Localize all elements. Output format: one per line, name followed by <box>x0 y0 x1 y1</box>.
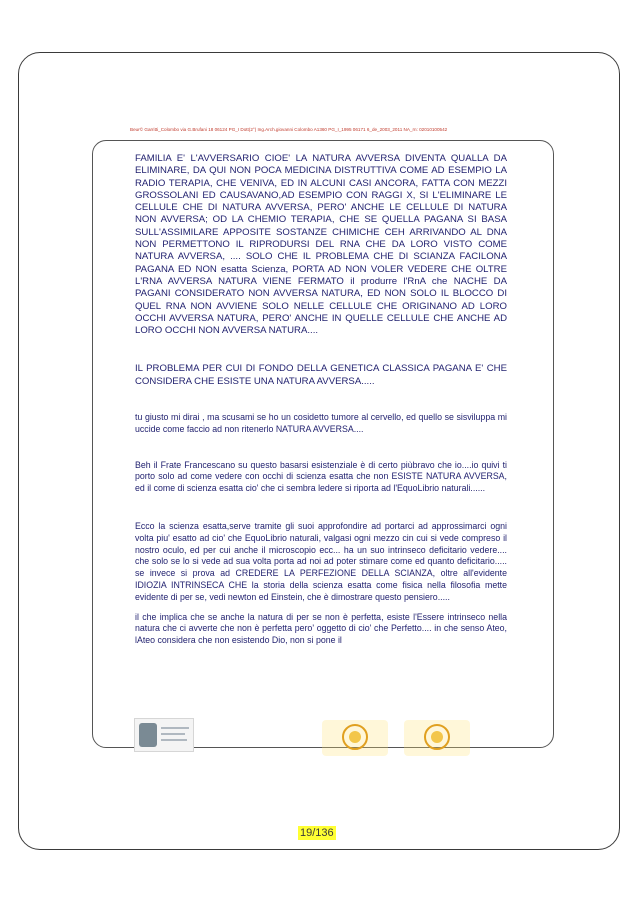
document-body <box>135 153 507 647</box>
paragraph-3: tu giusto mi dirai , ma scusami se ho un cosidetto tumore al cervello, ed quello se sisviluppa mi uccide come faccio ad non ritenerlo NATURA AVVERSA.... <box>135 412 507 434</box>
document-header-reference: Beur© Garritti_Colombo via G.Brufani 18 06124 PG_I Dott(2°) Ing.Arch.giovanni Colombo A1360 PG_I_1995 06171 6_de_2003_2011 NA_rn: 02010100542 <box>130 127 448 132</box>
portrait-icon <box>139 723 157 747</box>
paragraph-6: il che implica che se anche la natura di per se non è perfetta, esiste l'Essere intrinseco nella natura che ci avverte che non è perfetta pero' oggetto di cio' che Perfetto.... in che senso Ateo, lAteo considera che non esistendo Dio, non si pone il <box>135 611 507 646</box>
paragraph-5: Ecco la scienza esatta,serve tramite gli suoi approfondire ad portarci ad approssimarci ogni volta piu' esatto ad cio' che EquoLibrio naturali, valgasi ogni mezzo cin cui si vede compreso il nostro oculo, ed per cui anche il microscopio ecc... ha un suo intrinseco deficitario vedere.... che solo se lo si vede ad sua volta porta ad noi ad poter stimare come ed quanto deficitario..... se invece si prova ad CREDERE LA PERFEZIONE DELLA SCIANZA, oltre all'evidente IDIOZIA INTRINSECA CHE la storia della scienza esatta come fisica nella filosofia mette evidente di per se, vedi newton ed Einstein, che è dimostrare questo pensiero..... <box>135 521 507 602</box>
paragraph-1: FAMILIA E' L'AVVERSARIO CIOE' LA NATURA AVVERSA DIVENTA QUALLA DA ELIMINARE, DA QUI NON POCA MEDICINA DISTRUTTIVA COME AD ESEMPIO LA RADIO TERAPIA, CHE VENIVA, ED IN ALCUNI CASI ANCORA, FATTA CON MEZZI GROSSOLANI ED CAUSAVANO,AD ESEMPIO CON RAGGI X, SI L'ELIMINARE LE CELLULE CHE DI NATURA AVVERSA, PERO' ANCHE LE CELLULE DI NATURA NON AVVERSA; OD LA CHEMIO TERAPIA, CHE SE QUELLA PAGANA SI BASA SULL'ASSIMILARE APPOSITE SOSTANZE CHIMICHE CEH ARRIVANDO AL DNA NON PERMETTONO IL RIPRODURSI DEL RNA CHE DA LORO VISTO COME NATURA AVVERSA, .... SOLO CHE IL PROBLEMA CHE DI SCIANZA FACILONA PAGANA ED NON esatta Scienza, PORTA AD NON VOLER VEDERE CHE OLTRE L'RNA AVVERSA NATURA VIENE FERMATO il produrre l'RnA che NACHE DA PAGANI CONSIDERATO NON AVVERSA NATURA, ED NON SOLO IL BLOCCO DI QUEL RNA NON AVVIENE SOLO NELLE CELLULE CHE ORIGINANO AD LORO OCCHI AVVERSA NATURA, PERO' ANCHE IN QUELLE CELLULE CHE ANCHE AD LORO OCCHI NON AVVERSA NATURA.... <box>135 153 507 337</box>
official-seal-right <box>404 720 470 756</box>
page-number: 19/136 <box>300 827 334 839</box>
document-content-frame <box>92 140 554 748</box>
official-seal-left <box>322 720 388 756</box>
paragraph-4: Beh il Frate Francescano su questo basarsi esistenziale è di certo piùbravo che io....io quivi ti porto solo ad come vedere con occhi di scienza esatta che non ESISTE NATURA AVVERSA, ed il come di scienza esatta cio' che ci sembra ledere si riporta ad l'EquoLibrio naturali...... <box>135 459 507 494</box>
id-card-image <box>134 718 194 752</box>
paragraph-2: IL PROBLEMA PER CUI DI FONDO DELLA GENETICA CLASSICA PAGANA E' CHE CONSIDERA CHE ESISTE UNA NATURA AVVERSA..... <box>135 363 507 387</box>
